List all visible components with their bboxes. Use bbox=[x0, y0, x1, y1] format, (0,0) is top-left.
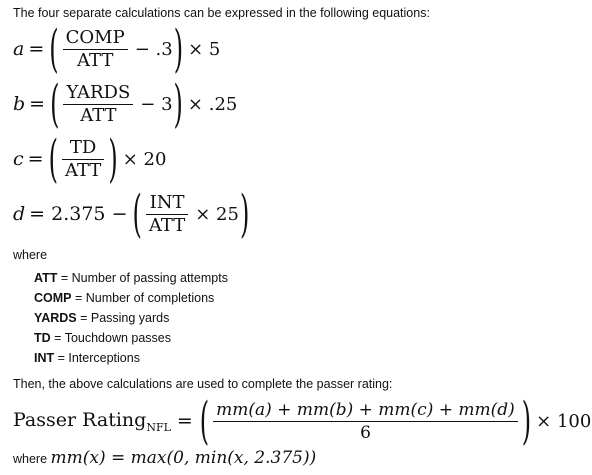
equation-equals: = bbox=[29, 93, 46, 115]
left-paren: ( bbox=[132, 184, 142, 244]
rating-multiplier: × 100 bbox=[536, 410, 592, 432]
equation-c bbox=[13, 129, 167, 189]
fraction-numerator: YARDS bbox=[66, 81, 131, 103]
outer-term: × 5 bbox=[188, 38, 221, 60]
fraction bbox=[62, 137, 104, 182]
passer-rating-equation bbox=[13, 391, 592, 451]
left-paren: ( bbox=[49, 19, 59, 79]
definition-desc: = Interceptions bbox=[54, 351, 140, 365]
definition-desc: = Passing yards bbox=[76, 311, 170, 325]
definition-item bbox=[34, 268, 228, 288]
then-text: Then, the above calculations are used to complete the passer rating: bbox=[13, 377, 393, 391]
fraction bbox=[63, 82, 133, 127]
equation-equals: = bbox=[27, 148, 44, 170]
rating-label-text: Passer Rating bbox=[13, 408, 147, 431]
equation-a bbox=[13, 19, 221, 79]
definition-term: ATT bbox=[34, 271, 58, 285]
equation-lhs: a bbox=[13, 38, 25, 60]
inner-term: × 25 bbox=[195, 203, 239, 225]
definitions-list bbox=[34, 268, 228, 368]
right-paren: ) bbox=[239, 184, 250, 244]
definition-term: COMP bbox=[34, 291, 72, 305]
equation-lhs: b bbox=[13, 93, 26, 115]
rating-label bbox=[13, 409, 171, 434]
definition-desc: = Number of passing attempts bbox=[57, 271, 228, 285]
definition-item bbox=[34, 328, 228, 348]
inner-term: − .3 bbox=[134, 38, 173, 60]
inner-term: − 3 bbox=[140, 93, 173, 115]
fraction-denominator: ATT bbox=[76, 49, 114, 71]
equation-equals: = bbox=[28, 38, 45, 60]
equation-lhs: d bbox=[13, 203, 26, 225]
equation-d bbox=[13, 184, 250, 244]
fraction-denominator: ATT bbox=[64, 159, 102, 181]
fraction-numerator: INT bbox=[149, 191, 185, 213]
definition-item bbox=[34, 348, 228, 368]
outer-term: × 20 bbox=[122, 148, 167, 170]
footer-where: where bbox=[13, 452, 51, 466]
right-paren: ) bbox=[173, 74, 183, 134]
right-paren: ) bbox=[173, 19, 184, 79]
fraction bbox=[63, 27, 128, 72]
fraction bbox=[146, 192, 188, 237]
definition-desc: = Touchdown passes bbox=[50, 331, 172, 345]
equation-lhs: c bbox=[13, 148, 24, 170]
definition-item bbox=[34, 288, 228, 308]
left-paren: ( bbox=[50, 74, 60, 134]
footer-line bbox=[13, 448, 316, 468]
outer-term: × .25 bbox=[187, 93, 238, 115]
where-label: where bbox=[13, 248, 48, 262]
definition-term: YARDS bbox=[34, 311, 77, 325]
rating-denominator: 6 bbox=[360, 422, 371, 443]
rating-fraction bbox=[213, 399, 518, 444]
definition-term: TD bbox=[34, 331, 51, 345]
rating-equals: = bbox=[176, 410, 193, 432]
footer-formula: mm(x) = max(0, min(x, 2.375)) bbox=[50, 448, 317, 468]
left-paren: ( bbox=[48, 129, 58, 189]
fraction-numerator: TD bbox=[69, 136, 97, 158]
rating-numerator: mm(a) + mm(b) + mm(c) + mm(d) bbox=[216, 399, 515, 420]
right-paren: ) bbox=[108, 129, 118, 189]
equation-equals: = 2.375 − bbox=[29, 203, 128, 225]
fraction-denominator: ATT bbox=[148, 214, 186, 236]
equation-b bbox=[13, 74, 238, 134]
rating-subscript: NFL bbox=[146, 420, 171, 434]
right-paren: ) bbox=[521, 391, 532, 451]
fraction-denominator: ATT bbox=[80, 104, 117, 126]
intro-text: The four separate calculations can be expressed in the following equations: bbox=[13, 6, 430, 20]
definition-desc: = Number of completions bbox=[71, 291, 215, 305]
fraction-numerator: COMP bbox=[65, 26, 125, 48]
left-paren: ( bbox=[199, 391, 210, 451]
definition-item bbox=[34, 308, 228, 328]
definition-term: INT bbox=[34, 351, 55, 365]
